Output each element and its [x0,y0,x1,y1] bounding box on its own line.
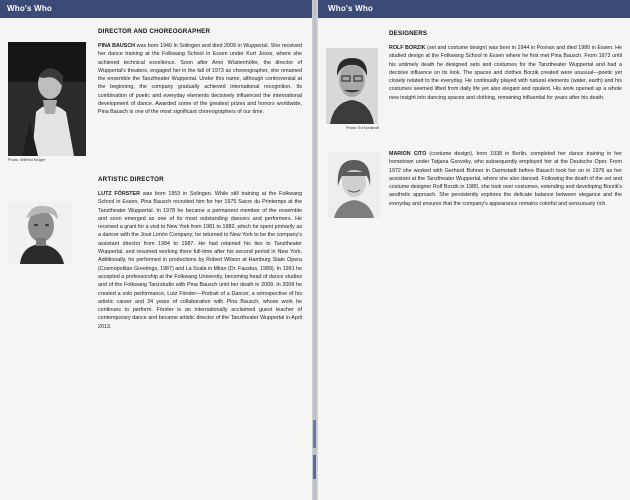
right-header-title: Who's Who [328,4,374,13]
section-director-choreographer: DIRECTOR AND CHOREOGRAPHER [98,28,211,35]
marion-cito-name: MARION CITO [389,151,427,157]
section-designers: DESIGNERS [389,30,428,37]
pina-bausch-bio-text: was born 1940 in Solingen and died 2009 in Wuppertal. She received her dance training at the Folkwang School in Essen under Kurt Jooss, where she achieved technical excellence. Soon after Arno Wüstenhöfer, the director of Wuppertal's theaters, engaged her in the fall of 1973 as choreographer, she renamed the ensemble the Tanztheater Wuppertal. Under this name, although controversial at the beginning, the company gradually achieved international recognition. Its combination of poetic and everyday elements decisively influenced the international development of dance. Awarded some of the greatest prizes and honors worldwide, Pina Bausch is one of the most significant choreographers of our time. [98,43,302,116]
pina-bausch-name: PINA BAUSCH [98,43,136,49]
lutz-forster-name: LUTZ FÖRSTER [98,191,140,197]
marion-cito-bio-text: (costume design), born 1938 in Berlin, completed her dance training in her hometown under Tatjana Gsovsky, who subsequently employed her at the Deutsche Oper. From 1972 she worked with Gerhard Bohner in Darmstadt before Bausch took her on in 1976 as her assistant at the Tanztheater Wuppertal, where she also danced. Following the death of the set and costume designer Rolf Borzik in 1980, she took over costumes, extending and developing Borzik's aesthetic approach. She persistently explores the delicate balance between elegance and the everyday and ensures that the company's appearance remains colorful and sensuously rich. [389,151,622,207]
left-header-band [0,0,312,18]
lutz-forster-bio [98,190,302,331]
left-page [0,0,312,500]
marion-cito-bio [389,150,622,208]
borzik-photo-credit: Photo: Ed Kortlandt [346,126,379,130]
marion-cito-photo [328,152,380,218]
rolf-borzik-bio [389,44,622,102]
pina-photo-credit: Photo: Wilfried Krüger [8,158,46,162]
pina-bausch-photo [8,42,86,156]
right-header-band [318,0,630,18]
section-artistic-director: ARTISTIC DIRECTOR [98,176,164,183]
right-page [318,0,630,500]
rolf-borzik-name: ROLF BORZIK [389,45,426,51]
left-header-title: Who's Who [7,4,53,13]
rolf-borzik-bio-text: (set and costume design) was born in 1944 in Posnan and died 1980 in Essen. He studied design at the Folkwang School in Essen where he first met Pina Bausch. From 1973 until his untimely death he designed sets and costumes for the Tanztheater Wuppertal and had a decisive influence on its look. The spaces and clothes Borzik created were unusual—poetic yet closely related to the everyday. He continually played with natural elements (water, earth) and his costumes seemed lifted from daily life yet also elegant and opulent. His work opened up a whole new insight into dancing spaces and clothing, remaining influential for years after his death. [389,45,622,101]
lutz-forster-photo [8,202,72,264]
rolf-borzik-photo [326,48,378,124]
pina-bausch-bio [98,42,302,117]
lutz-forster-bio-text: was born 1953 in Solingen. While still training at the Folkwang School in Essen, Pina Bausch recruited him for her 1975 Sacre du Printemps at the Tanztheater Wuppertal. In 1978 he became a permanent member of the ensemble and soon emerged as one of its most outstanding dancers and performers. He received a grant for a visit to New York from 1981 to 1982, which he spent primarily as a dancer with the José Limón Company; he returned to New York to be the company's assistant director from 1984 to 1987. He had retained his ties to Tanztheater Wuppertal, and resumed working there full-time after his second period in New York. Additionally, he performed in productions by Robert Wilson at Hamburg State Opera (Cosmopolitan Greetings, 1987) and La Scala in Milan (Dr. Faustus, 1989). In 1991 he accepted a professorship at the Folkwang University, becoming head of dance studies and of the Folkwang Tanzstudio with Pina Bausch until her death in 2009. In 2009 he created a solo performance, Lutz Förster—Portrait of a Dancer, a retrospective of his artistic career and 34 years of collaboration with Pina Bausch, whose work he continues to perform. Förster is an internationally acclaimed guest teacher of contemporary dance and became artistic director of the Tanztheater Wuppertal in April 2013. [98,191,302,330]
